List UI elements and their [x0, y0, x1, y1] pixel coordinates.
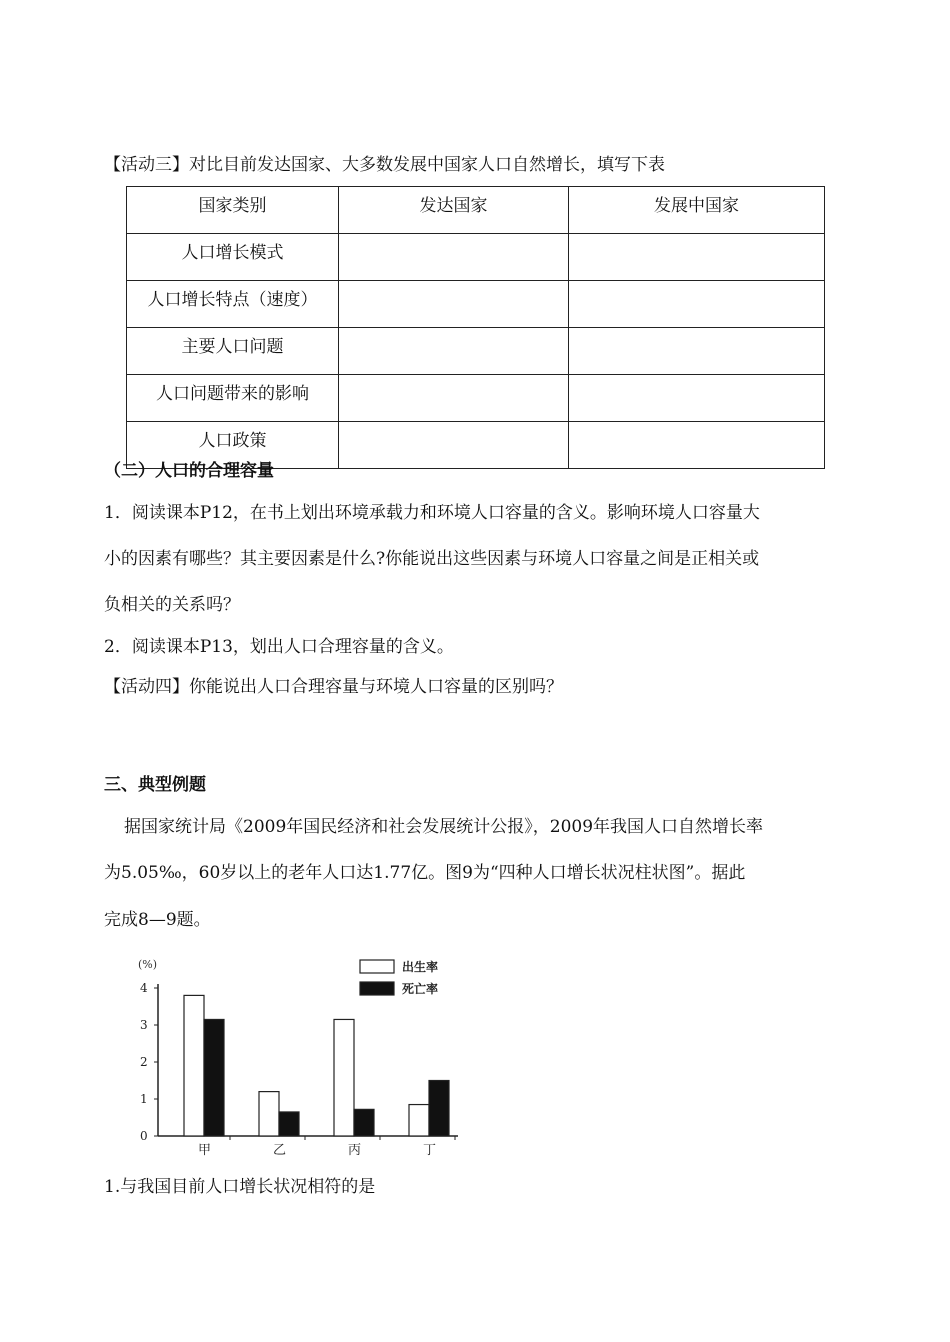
blank-cell[interactable]: [339, 375, 569, 422]
bar-birth: [334, 1019, 354, 1136]
population-bar-chart: [128, 950, 468, 1160]
legend-swatch: [360, 960, 394, 973]
table-row: [127, 281, 825, 328]
row-label: 人口问题带来的影响: [127, 375, 339, 422]
blank-cell[interactable]: [339, 281, 569, 328]
row-label: 主要人口问题: [127, 328, 339, 375]
table-header-row: [127, 187, 825, 234]
blank-cell[interactable]: [569, 234, 825, 281]
header-developing: 发展中国家: [569, 187, 825, 234]
y-axis-label: (%): [138, 958, 158, 971]
blank-cell[interactable]: [569, 328, 825, 375]
table-row: [127, 234, 825, 281]
bar-birth: [184, 995, 204, 1136]
row-label: 人口增长模式: [127, 234, 339, 281]
blank-cell[interactable]: [569, 422, 825, 469]
y-tick-label: 3: [140, 1018, 148, 1032]
legend-label: 死亡率: [402, 982, 439, 996]
example-para-line2: 为5.05‰，60岁以上的老年人口达1.77亿。图9为“四种人口增长状况柱状图”。据此: [104, 863, 746, 883]
x-tick-label: 丁: [423, 1143, 437, 1158]
activity3-title: 【活动三】对比目前发达国家、大多数发展中国家人口自然增长，填写下表: [104, 155, 665, 175]
bar-birth: [409, 1105, 429, 1136]
y-tick-label: 2: [140, 1055, 148, 1069]
header-developed: 发达国家: [339, 187, 569, 234]
y-tick-label: 0: [140, 1129, 148, 1143]
blank-cell[interactable]: [339, 328, 569, 375]
section3-heading: 三、典型例题: [104, 775, 206, 795]
y-tick-label: 1: [140, 1092, 148, 1106]
q1-line1: 1．阅读课本P12，在书上划出环境承载力和环境人口容量的含义。影响环境人口容量大: [104, 503, 760, 523]
comparison-table: [126, 186, 825, 469]
bar-death: [279, 1112, 299, 1136]
section2-heading: （二）人口的合理容量: [104, 461, 274, 481]
x-tick-label: 丙: [348, 1143, 362, 1158]
blank-cell[interactable]: [569, 281, 825, 328]
bar-birth: [259, 1092, 279, 1136]
question1-text: 1.与我国目前人口增长状况相符的是: [104, 1177, 376, 1197]
table-row: [127, 375, 825, 422]
example-para-line1: 据国家统计局《2009年国民经济和社会发展统计公报》，2009年我国人口自然增长率: [124, 817, 764, 837]
y-tick-label: 4: [140, 981, 148, 995]
example-para-line3: 完成8—9题。: [104, 910, 211, 930]
table-row: [127, 328, 825, 375]
row-label: 人口政策: [127, 422, 339, 469]
bar-death: [204, 1019, 224, 1136]
blank-cell[interactable]: [339, 422, 569, 469]
header-category: 国家类别: [127, 187, 339, 234]
q2-text: 2．阅读课本P13，划出人口合理容量的含义。: [104, 637, 454, 657]
q1-line3: 负相关的关系吗？: [104, 595, 240, 615]
x-tick-label: 甲: [198, 1143, 212, 1158]
legend-label: 出生率: [402, 960, 439, 974]
activity4-text: 【活动四】你能说出人口合理容量与环境人口容量的区别吗？: [104, 677, 563, 697]
bar-death: [429, 1081, 449, 1137]
legend-swatch: [360, 982, 394, 995]
blank-cell[interactable]: [569, 375, 825, 422]
x-tick-label: 乙: [273, 1143, 287, 1158]
blank-cell[interactable]: [339, 234, 569, 281]
row-label: 人口增长特点（速度）: [127, 281, 339, 328]
bar-death: [354, 1109, 374, 1136]
q1-line2: 小的因素有哪些？其主要因素是什么?你能说出这些因素与环境人口容量之间是正相关或: [104, 549, 760, 569]
